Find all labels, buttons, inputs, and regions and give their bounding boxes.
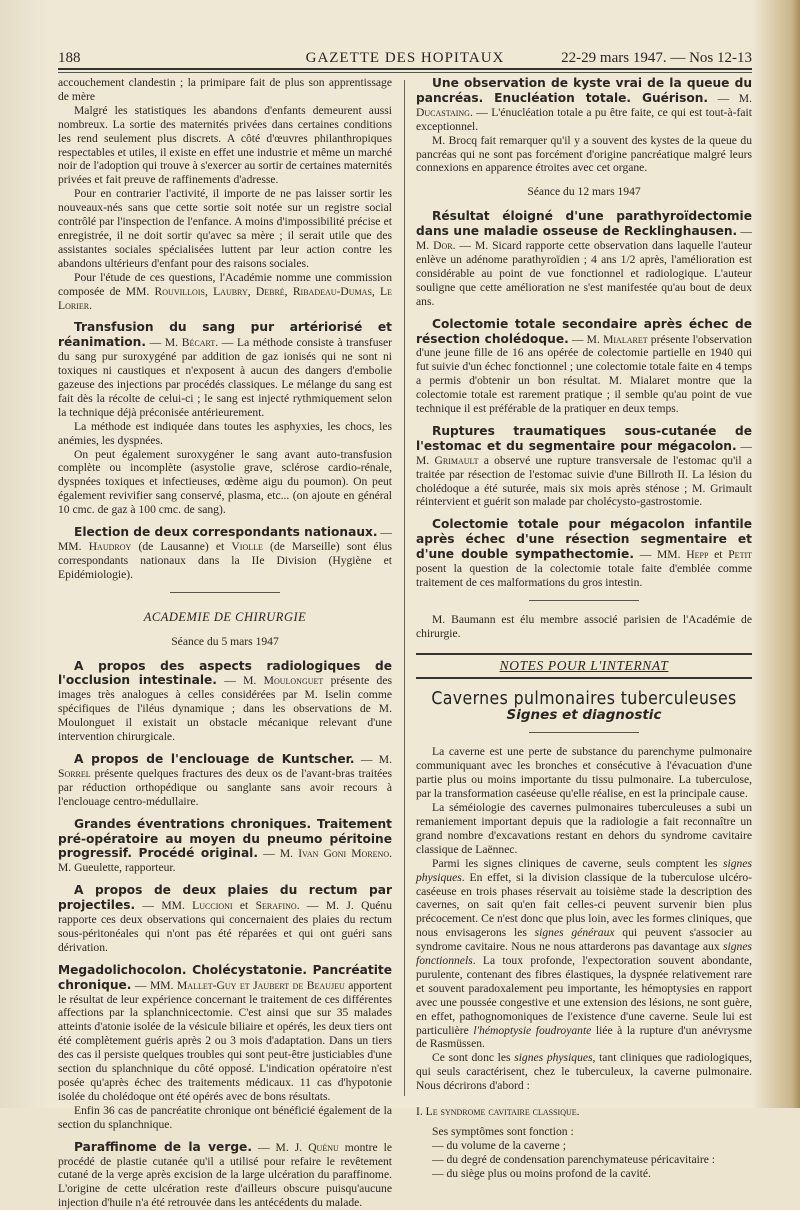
section-ruptures xyxy=(416,424,752,509)
text: — M. xyxy=(416,225,752,253)
text: — MM. xyxy=(135,899,193,913)
text: — M. xyxy=(145,336,182,350)
author-name: Dor. xyxy=(433,239,456,253)
issue-date: 22-29 mars 1947. — Nos 12-13 xyxy=(561,50,752,66)
text: — L'énucléation totale a pu être faite, ce qui est tout-à-fait exceptionnel. xyxy=(416,105,752,133)
author-name: Sorrel xyxy=(58,766,91,780)
author-name: Mallet-Guy et Jaubert de Beaujeu xyxy=(176,978,345,992)
section-title: A propos de deux plaies du rectum par projectiles. xyxy=(58,883,392,913)
section-paragraph xyxy=(58,817,392,876)
text: — M. Sicard rapporte cette observation dans laquelle l'auteur enlève un adénome parathyroïdien ; 4 ans 1/2 après, l'amélioration est considérable au point de vue fonctionnel et radiologique. L'auteur souligne que cette amélioration ne s'est manifestée qu'au bout de deux ans. xyxy=(416,239,752,308)
paragraph: M. Brocq fait remarquer qu'il y a souvent des kystes de la queue du pancréas qui ne sont pas forcément d'origine pancréatique malgré leurs connexions en apparence étroites avec cet organe. xyxy=(416,133,752,175)
section-paragraph xyxy=(58,525,392,582)
author-name: Haudroy xyxy=(88,540,132,553)
section-title: A propos des aspects radiologiques de l'occlusion intestinale. xyxy=(58,658,392,688)
text: a observé une rupture transversale de l'estomac qu'il a traitée par résection de l'estomac suivie d'une Billroth II. La lésion du cholédoque a été suturée, mais six mois après sténose ; M. Grimault réintervient et guérit son malade par cholécysto-gastrostomie. xyxy=(416,453,752,509)
text: liée à la rupture d'un anévrysme de Rasmüssen. xyxy=(416,1023,752,1051)
section-paragraph xyxy=(58,659,392,744)
text: Ce sont donc les xyxy=(432,1051,515,1065)
notes-banner xyxy=(416,653,752,679)
short-divider xyxy=(529,600,639,601)
section-megacolon xyxy=(416,517,752,590)
emphasis: signes fonctionnels xyxy=(416,940,752,968)
section-title: Colectomie totale secondaire après échec de résection cholédoque. xyxy=(416,316,752,346)
text: — MM. xyxy=(131,978,177,992)
section-title: Election de deux correspondants nationaux. xyxy=(74,525,378,540)
text: — MM. xyxy=(633,548,687,562)
text: Parmi les signes cliniques de caverne, seuls comptent les xyxy=(432,856,724,870)
author-name: Mialaret xyxy=(603,332,648,346)
author-name: Petit xyxy=(728,548,753,562)
section-title: Une observation de kyste vrai de la queue du pancréas. Enucléation totale. Guérison. xyxy=(416,76,752,105)
text: présente quelques fractures des deux os de l'avant-bras traitées par réduction orthopédique ou sanglante sans avoir recours à l'enclouage centro-médullaire. xyxy=(58,766,392,808)
section-title: Ruptures traumatiques sous-cutanée de l'estomac et du segmentaire pour mégacolon. xyxy=(416,423,752,453)
section-paragraph xyxy=(416,517,752,590)
text: — La méthode consiste à transfuser du sang pur suroxygéné par addition de gaz ionisés qui ne sont ni toxiques ni caustiques et n'exposent à aucun des dangers d'embolie gazeuse des injections par procédés classiques. Le mélange du sang est fait dès la récolte de celui-ci ; le sang est injecté rythmiquement selon la technique déjà préconisée antérieurement. xyxy=(58,336,393,419)
text: présente l'observation d'une jeune fille de 16 ans opérée de colectomie partielle en 1940 qui fut suivie d'un échec fonctionnel ; une colectomie totale faite en 4 temps a permis d'obtenir un bon résultat. M. Mialaret montre que la colectomie totale est rarement pratique ; il semble qu'au point de vue technique il est préférable de la pratiquer en deux temps. xyxy=(416,332,753,416)
journal-title: GAZETTE DES HOPITAUX xyxy=(305,50,505,66)
section-colectomie xyxy=(416,317,752,416)
section-election xyxy=(58,525,392,582)
paragraph: Pour en contrarier l'activité, il importe de ne pas laisser sortir les nouveaux-nés sans que cette sortie soit notée sur un registre social contrôlé par l'inspection de l'enfance. A moins d'impossibilité précise et enregistrée, il ne doit sortir qu'avec sa mère ; il serait utile que des assistantes sociales spécialisées luttent par leur action contre les abandons ultérieurs d'enfant pour des raisons sociales. xyxy=(58,187,392,270)
text: . La toux profonde, l'expectoration souvent abondante, purulente, contenant des fibres élastiques, la dyspnée relativement rare et souvent paradoxalement peu importante, les hémoptysies en rapport avec une poussée congestive et une extension des lésions, ne sont guère, en effet, pathognomoniques de l'existence d'une caverne. Seule lui est particulière xyxy=(416,954,752,1037)
author-name: Bécart. xyxy=(181,336,219,350)
paragraph xyxy=(416,1051,752,1093)
paragraph: La caverne est une perte de substance du parenchyme pulmonaire communiquant avec les bronches et consécutive à l'évacuation d'une partie plus ou moins importante du tissu pulmonaire. La tuberculose, par la transformation caséeuse qu'elle réalise, en est la principale cause. xyxy=(416,745,752,801)
emphasis: l'hémoptysie foudroyante xyxy=(473,1023,592,1037)
right-column xyxy=(416,76,752,1181)
subheading: I. Le syndrome cavitaire classique. xyxy=(416,1105,580,1119)
left-column xyxy=(58,76,392,1210)
text: Pour l'étude de ces questions, l'Académie nomme une commission composée de MM. xyxy=(58,270,392,298)
section-title: Megadolichocolon. Cholécystatonie. Pancréatite chronique. xyxy=(58,962,392,992)
section-paragraph xyxy=(58,883,392,955)
text: qui peuvent s'associer au syndrome cavitaire. Nous ne nous attarderons pas davantage aux xyxy=(416,926,752,954)
short-divider xyxy=(529,732,639,733)
short-divider xyxy=(170,592,280,593)
academy-heading: ACADEMIE DE CHIRURGIE xyxy=(143,609,307,624)
section-paragraph xyxy=(416,76,752,134)
paragraph: Malgré les statistiques les abandons d'enfants demeurent aussi nombreux. La sortie des maternités privées dans certaines conditions les rend seulement plus discrets. A côté d'œuvres philanthropiques respectables et utiles, il existe en effet une industrie et même un marché noir de l'adoption qui trouve à s'exercer au sortir de certaines maternités privées et fait preuve de raffinements d'adresse. xyxy=(58,103,392,187)
text: — M. xyxy=(416,439,752,467)
section-title: Paraffinome de la verge. xyxy=(74,1139,252,1154)
author-name: Luccioni xyxy=(192,899,233,913)
emphasis: signes généraux xyxy=(534,926,615,940)
notes-banner-text: NOTES POUR L'INTERNAT xyxy=(499,657,669,673)
paragraph: accouchement clandestin ; la primipare fait de plus son apprentissage de mère xyxy=(58,76,392,103)
text: et xyxy=(708,548,729,562)
section-rectum xyxy=(58,883,392,955)
author-name: Ivan Goni Moreno. xyxy=(298,847,393,861)
section-enclouage xyxy=(58,752,392,809)
list-item: — du degré de condensation parenchymateuse péricavitaire : xyxy=(432,1152,715,1166)
page-header xyxy=(58,48,752,68)
emphasis: signes physiques xyxy=(416,856,752,884)
text: montre le procédé de plastie cutanée qu'il a utilisé pour refaire le revêtement cutané de la verge après excision de la large ulcération du paraffinome. L'origine de cette ulcération reste d'ailleurs obscure puisqu'aucune injection d'huile n'a été retrouvée dans les antécédents du malade. xyxy=(58,1140,392,1210)
paragraph: On peut également suroxygéner le sang avant auto-transfusion complète ou incomplète (asystolie grave, sclérose cardio-rénale, dyspnées toxiques et infectieuses, œdème aigu du poumon). On peut également revivifier sang conservé, plasma, etc... (on ajoute en général 10 cmc. de gaz à 100 cmc. de sang). xyxy=(58,447,392,517)
section-parathyroidectomie xyxy=(416,209,752,308)
section-kyste xyxy=(416,76,752,175)
author-name: Quénu xyxy=(308,1140,339,1154)
header-rule xyxy=(58,68,752,70)
section-paragraph xyxy=(416,209,752,308)
section-megadolichocolon xyxy=(58,963,392,1132)
text: (de Lausanne) et xyxy=(131,540,232,553)
section-paragraph xyxy=(58,963,392,1104)
text: — M. xyxy=(568,332,604,346)
session-date: Séance du 12 mars 1947 xyxy=(527,185,641,199)
author-name: Serafino. xyxy=(255,899,300,913)
section-occlusion xyxy=(58,659,392,744)
text: — M. xyxy=(216,674,264,688)
text: M. Gueulette, rapporteur. xyxy=(58,861,176,875)
text: apportent le résultat de leur expérience concernant le traitement de ces différentes affections par la splanchnicectomie. C'est ainsi que sur 35 malades atteints d'atonie isolée de la vésicule biliaire et opérés, les deux tiers ont été complètement guéris après 2 ou 3 mois d'adaptation. Dans un tiers des cas il persiste quelques troubles qui sont peut-être justiciables d'une section du splanchnique du côté opposé. L'indication opératoire n'est posée qu'après échec des traitements médicaux. 11 cas d'hypotonie isolée du cholédoque ont été opérés avec de bons résultats. xyxy=(58,978,392,1103)
paragraph: Enfin 36 cas de pancréatite chronique ont bénéficié également de la section du splanchnique. xyxy=(58,1103,392,1131)
paragraph xyxy=(58,271,392,313)
author-name: Violle xyxy=(231,540,263,553)
column-divider xyxy=(404,80,405,1096)
article-subtitle: Signes et diagnostic xyxy=(506,706,662,723)
article-title: Cavernes pulmonaires tuberculeuses xyxy=(431,688,737,709)
text: — M. J. Quénu rapporte ces deux observations qui concernaient des plaies du rectum sous-péritonéales qui n'ont pas été réparées et qui ont guéri sans dérivation. xyxy=(58,899,392,954)
paragraph: M. Baumann est élu membre associé parisien de l'Académie de chirurgie. xyxy=(416,612,752,640)
text: , tant cliniques que radiologiques, qui seuls caractérisent, chez le tuberculeux, la caverne pulmonaire. Nous décrirons d'abord : xyxy=(416,1051,753,1093)
author-name: Hepp xyxy=(686,548,709,562)
section-title: Résultat éloigné d'une parathyroïdectomie dans une maladie osseuse de Recklinghausen. xyxy=(416,209,752,239)
text: et xyxy=(232,899,256,913)
text: — M. J. xyxy=(251,1140,309,1154)
text: (de Marseille) sont élus correspondants nationaux dans la IIe Division (Hygiène et Epidémiologie). xyxy=(58,540,392,581)
section-title: Grandes éventrations chroniques. Traitement pré-opératoire au moyen du pneumo péritoine progressif. Procédé original. xyxy=(58,816,392,861)
list-item: — du siège plus ou moins profond de la cavité. xyxy=(432,1166,651,1180)
author-names: Rouvillois, Laubry, Debré, Ribadeau-Dumas, Le Lorier. xyxy=(58,284,393,312)
paragraph: La méthode est indiquée dans toutes les asphyxies, les chocs, les anémies, les dyspnées. xyxy=(58,419,392,447)
list-item: — du volume de la caverne ; xyxy=(432,1138,566,1152)
author-name: Ducastaing. xyxy=(416,105,473,119)
section-title: A propos de l'enclouage de Kuntscher. xyxy=(74,751,355,766)
text: présente des images très analogues à celles considérées par M. Iselin comme spécifiques de l'iléus dynamique ; dans les observations de M. Moulonguet il existait un obstacle mécanique relevant d'une intervention chirurgicale. xyxy=(58,674,392,744)
session-date: Séance du 5 mars 1947 xyxy=(171,634,279,648)
author-name: Moulonguet xyxy=(263,674,324,688)
section-paraffinome xyxy=(58,1140,392,1210)
section-title: Transfusion du sang pur artériorisé et réanimation. xyxy=(58,320,392,350)
text: posent la question de la colectomie totale faite d'emblée comme traitement de ces malformations du gros intestin. xyxy=(416,562,752,589)
section-transfusion xyxy=(58,320,392,517)
section-paragraph xyxy=(58,1140,392,1210)
section-title: Colectomie totale pour mégacolon infantile après échec d'une résection segmentaire et d'une double sympathectomie. xyxy=(416,517,752,562)
section-paragraph xyxy=(58,752,392,809)
paragraph xyxy=(416,857,752,1052)
paragraph: La séméiologie des cavernes pulmonaires tuberculeuses a subi un remaniement important depuis que la radiologie a fait reconnaître un grand nombre d'excavations restant en dehors du syndrome cavitaire classique de Laënnec. xyxy=(416,801,752,856)
page-number: 188 xyxy=(58,50,81,66)
section-paragraph xyxy=(58,320,392,419)
section-eventrations xyxy=(58,817,392,876)
section-paragraph xyxy=(416,317,752,416)
author-name: Grimault xyxy=(434,453,479,467)
text: . En effet, si la division classique de la tuberculose ulcéro-caséeuse en trois phases réservait au toisième stade la description des cavernes, on sait qu'en fait celles-ci peuvent survenir bien plus précocement. Ce n'est donc que plus loin, avec les formes cliniques, que nous envisagerons les xyxy=(416,870,752,940)
section-paragraph xyxy=(416,424,752,509)
list-item: Ses symptômes sont fonction : xyxy=(432,1125,574,1138)
text: — MM. xyxy=(58,526,392,553)
text: — M. xyxy=(708,91,752,105)
text: — M. xyxy=(258,847,299,861)
header-rule-thin xyxy=(58,72,752,73)
emphasis: signes physiques xyxy=(514,1051,593,1065)
text: — M. xyxy=(354,752,392,766)
